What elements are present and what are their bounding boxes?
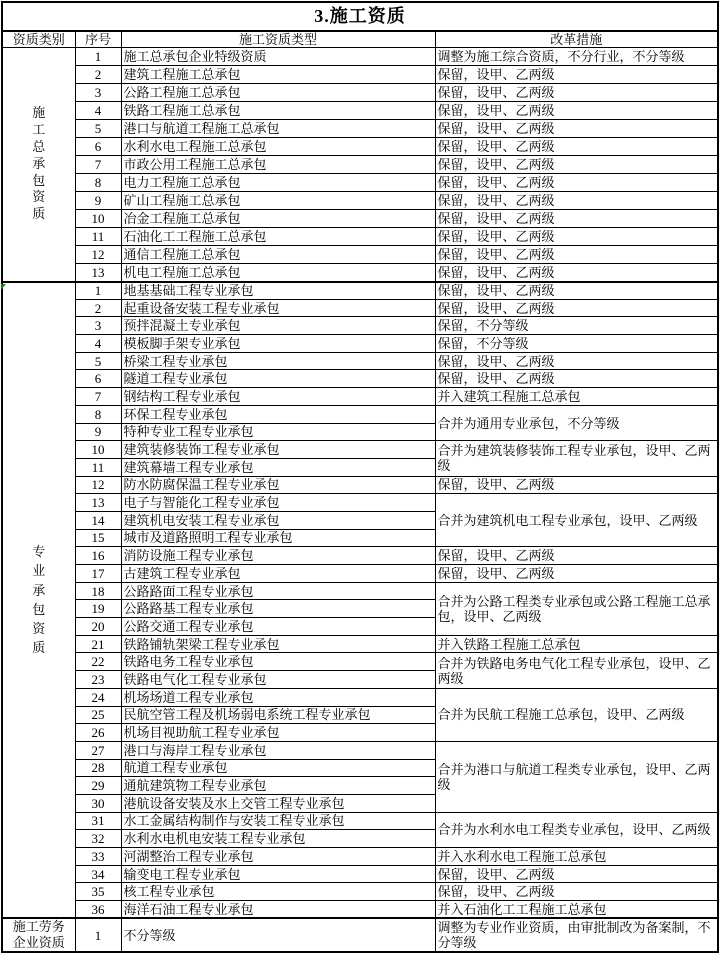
qualification-type-cell: 机场目视助航工程专业承包 — [121, 724, 435, 742]
table-row — [2, 741, 718, 759]
table-row — [2, 441, 718, 459]
category-cell — [2, 282, 75, 919]
qualification-type-cell: 公路路基工程专业承包 — [121, 600, 435, 618]
row-number-cell: 8 — [75, 405, 121, 423]
title-row — [2, 2, 718, 31]
row-number-cell: 8 — [75, 174, 121, 192]
table-row — [2, 476, 718, 494]
qualification-type-cell: 市政公用工程施工总承包 — [121, 156, 435, 174]
row-number-cell: 13 — [75, 494, 121, 512]
table-row — [2, 66, 718, 84]
qualification-type-cell: 航道工程专业承包 — [121, 759, 435, 777]
reform-measure-cell: 合并为铁路电务电气化工程专业承包，设甲、乙两级 — [435, 653, 718, 688]
row-number-cell: 7 — [75, 156, 121, 174]
qualification-type-cell: 古建筑工程专业承包 — [121, 565, 435, 583]
row-number-cell: 24 — [75, 688, 121, 706]
row-number-cell: 28 — [75, 759, 121, 777]
category-label: 专业承包资质 — [32, 544, 46, 656]
qualification-type-cell: 桥梁工程专业承包 — [121, 352, 435, 370]
qualification-type-cell: 防水防腐保温工程专业承包 — [121, 476, 435, 494]
table-row — [2, 84, 718, 102]
qualification-type-cell: 起重设备安装工程专业承包 — [121, 299, 435, 317]
category-label: 施工总承包资质 — [32, 105, 46, 222]
qualification-type-cell: 地基基础工程专业承包 — [121, 282, 435, 300]
table-row — [2, 335, 718, 353]
qualification-type-cell: 通航建筑物工程专业承包 — [121, 777, 435, 795]
qualification-type-cell: 电力工程施工总承包 — [121, 174, 435, 192]
row-number-cell: 15 — [75, 529, 121, 547]
reform-measure-cell: 并入铁路工程施工总承包 — [435, 635, 718, 653]
row-number-cell: 12 — [75, 476, 121, 494]
table-row — [2, 494, 718, 512]
reform-measure-cell: 合并为水利水电工程类专业承包，设甲、乙两级 — [435, 812, 718, 847]
table-row — [2, 264, 718, 282]
row-number-cell: 9 — [75, 423, 121, 441]
qualification-type-cell: 建筑幕墙工程专业承包 — [121, 458, 435, 476]
row-number-cell: 1 — [75, 918, 121, 952]
qualification-type-cell: 港口与航道工程施工总承包 — [121, 120, 435, 138]
row-number-cell: 32 — [75, 830, 121, 848]
qualification-table — [1, 1, 719, 953]
row-number-cell: 5 — [75, 120, 121, 138]
reform-measure-cell: 保留，设甲、乙两级 — [435, 174, 718, 192]
qualification-type-cell: 民航空管工程及机场弱电系统工程专业承包 — [121, 706, 435, 724]
qualification-type-cell: 公路路面工程专业承包 — [121, 582, 435, 600]
table-row — [2, 317, 718, 335]
row-number-cell: 11 — [75, 228, 121, 246]
row-number-cell: 19 — [75, 600, 121, 618]
qualification-type-cell: 建筑机电安装工程专业承包 — [121, 511, 435, 529]
row-number-cell: 6 — [75, 138, 121, 156]
row-number-cell: 14 — [75, 511, 121, 529]
reform-measure-cell: 保留，设甲、乙两级 — [435, 883, 718, 901]
reform-measure-cell: 保留，设甲、乙两级 — [435, 228, 718, 246]
qualification-type-cell: 通信工程施工总承包 — [121, 246, 435, 264]
qualification-type-cell: 预拌混凝土专业承包 — [121, 317, 435, 335]
table-row — [2, 883, 718, 901]
row-number-cell: 35 — [75, 883, 121, 901]
row-number-cell: 29 — [75, 777, 121, 795]
reform-measure-cell: 并入水利水电工程施工总承包 — [435, 848, 718, 866]
reform-measure-cell: 保留，设甲、乙两级 — [435, 102, 718, 120]
reform-measure-cell: 保留，设甲、乙两级 — [435, 299, 718, 317]
table-row — [2, 901, 718, 919]
qualification-type-cell: 水利水电机电安装工程专业承包 — [121, 830, 435, 848]
qualification-type-cell: 输变电工程专业承包 — [121, 865, 435, 883]
qualification-type-cell: 港航设备安装及水上交管工程专业承包 — [121, 794, 435, 812]
reform-measure-cell: 保留，设甲、乙两级 — [435, 192, 718, 210]
reform-measure-cell: 保留，设甲、乙两级 — [435, 370, 718, 388]
table-row — [2, 582, 718, 600]
qualification-type-cell: 施工总承包企业特级资质 — [121, 48, 435, 66]
row-number-cell: 2 — [75, 299, 121, 317]
qualification-type-cell: 铁路工程施工总承包 — [121, 102, 435, 120]
table-row — [2, 156, 718, 174]
reform-measure-cell: 保留，设甲、乙两级 — [435, 565, 718, 583]
reform-measure-cell: 保留，设甲、乙两级 — [435, 264, 718, 282]
reform-measure-cell: 保留，不分等级 — [435, 335, 718, 353]
reform-measure-cell: 保留，设甲、乙两级 — [435, 352, 718, 370]
qualification-type-cell: 铁路电气化工程专业承包 — [121, 671, 435, 689]
qualification-type-cell: 环保工程专业承包 — [121, 405, 435, 423]
qualification-type-cell: 石油化工工程施工总承包 — [121, 228, 435, 246]
row-number-cell: 10 — [75, 441, 121, 459]
reform-measure-cell: 调整为施工综合资质，不分行业，不分等级 — [435, 48, 718, 66]
header-row — [2, 31, 718, 48]
qualification-type-cell: 铁路电务工程专业承包 — [121, 653, 435, 671]
row-number-cell: 11 — [75, 458, 121, 476]
qualification-type-cell: 不分等级 — [121, 918, 435, 952]
row-number-cell: 4 — [75, 335, 121, 353]
row-number-cell: 18 — [75, 582, 121, 600]
qualification-type-cell: 水利水电工程施工总承包 — [121, 138, 435, 156]
row-number-cell: 6 — [75, 370, 121, 388]
qualification-type-cell: 模板脚手架专业承包 — [121, 335, 435, 353]
reform-measure-cell: 合并为民航工程施工总承包，设甲、乙两级 — [435, 688, 718, 741]
reform-measure-cell: 保留，不分等级 — [435, 317, 718, 335]
table-row — [2, 812, 718, 830]
column-header-measure: 改革措施 — [435, 31, 718, 48]
table-row — [2, 192, 718, 210]
qualification-type-cell: 消防设施工程专业承包 — [121, 547, 435, 565]
reform-measure-cell: 并入建筑工程施工总承包 — [435, 388, 718, 406]
qualification-type-cell: 铁路铺轨架梁工程专业承包 — [121, 635, 435, 653]
row-number-cell: 5 — [75, 352, 121, 370]
reform-measure-cell: 保留，设甲、乙两级 — [435, 246, 718, 264]
qualification-type-cell: 建筑装修装饰工程专业承包 — [121, 441, 435, 459]
qualification-type-cell: 冶金工程施工总承包 — [121, 210, 435, 228]
row-number-cell: 2 — [75, 66, 121, 84]
qualification-type-cell: 特种专业工程专业承包 — [121, 423, 435, 441]
row-number-cell: 10 — [75, 210, 121, 228]
row-number-cell: 13 — [75, 264, 121, 282]
qualification-type-cell: 河湖整治工程专业承包 — [121, 848, 435, 866]
row-number-cell: 16 — [75, 547, 121, 565]
reform-measure-cell: 保留，设甲、乙两级 — [435, 120, 718, 138]
qualification-type-cell: 海洋石油工程专业承包 — [121, 901, 435, 919]
column-header-type: 施工资质类型 — [121, 31, 435, 48]
table-row — [2, 138, 718, 156]
row-number-cell: 3 — [75, 84, 121, 102]
table-row — [2, 120, 718, 138]
row-number-cell: 17 — [75, 565, 121, 583]
reform-measure-cell: 调整为专业作业资质，由审批制改为备案制，不分等级 — [435, 918, 718, 952]
category-label: 施工劳务企业资质 — [12, 919, 65, 951]
reform-measure-cell: 保留，设甲、乙两级 — [435, 84, 718, 102]
row-number-cell: 7 — [75, 388, 121, 406]
row-number-cell: 36 — [75, 901, 121, 919]
row-number-cell: 9 — [75, 192, 121, 210]
reform-measure-cell: 保留，设甲、乙两级 — [435, 282, 718, 300]
reform-measure-cell: 合并为通用专业承包，不分等级 — [435, 405, 718, 440]
row-number-cell: 25 — [75, 706, 121, 724]
row-number-cell: 4 — [75, 102, 121, 120]
row-number-cell: 27 — [75, 741, 121, 759]
table-row — [2, 299, 718, 317]
table-row — [2, 565, 718, 583]
row-number-cell: 31 — [75, 812, 121, 830]
category-cell — [2, 918, 75, 952]
table-row — [2, 688, 718, 706]
category-cell — [2, 48, 75, 282]
qualification-type-cell: 城市及道路照明工程专业承包 — [121, 529, 435, 547]
table-row — [2, 635, 718, 653]
reform-measure-cell: 合并为港口与航道工程类专业承包，设甲、乙两级 — [435, 741, 718, 812]
reform-measure-cell: 并入石油化工工程施工总承包 — [435, 901, 718, 919]
table-row — [2, 388, 718, 406]
table-row — [2, 174, 718, 192]
qualification-type-cell: 机电工程施工总承包 — [121, 264, 435, 282]
qualification-type-cell: 矿山工程施工总承包 — [121, 192, 435, 210]
reform-measure-cell: 保留，设甲、乙两级 — [435, 476, 718, 494]
row-number-cell: 1 — [75, 282, 121, 300]
row-number-cell: 1 — [75, 48, 121, 66]
reform-measure-cell: 保留，设甲、乙两级 — [435, 138, 718, 156]
qualification-type-cell: 公路交通工程专业承包 — [121, 618, 435, 636]
table-row — [2, 547, 718, 565]
table-row — [2, 102, 718, 120]
qualification-type-cell: 港口与海岸工程专业承包 — [121, 741, 435, 759]
row-number-cell: 3 — [75, 317, 121, 335]
qualification-type-cell: 机场场道工程专业承包 — [121, 688, 435, 706]
table-row — [2, 210, 718, 228]
table-row — [2, 848, 718, 866]
reform-measure-cell: 保留，设甲、乙两级 — [435, 66, 718, 84]
qualification-type-cell: 水工金属结构制作与安装工程专业承包 — [121, 812, 435, 830]
table-row — [2, 405, 718, 423]
reform-measure-cell: 合并为建筑机电工程专业承包，设甲、乙两级 — [435, 494, 718, 547]
reform-measure-cell: 保留，设甲、乙两级 — [435, 865, 718, 883]
table-row — [2, 246, 718, 264]
table-row — [2, 352, 718, 370]
row-number-cell: 30 — [75, 794, 121, 812]
row-number-cell: 21 — [75, 635, 121, 653]
qualification-type-cell: 钢结构工程专业承包 — [121, 388, 435, 406]
reform-measure-cell: 合并为公路工程类专业承包或公路工程施工总承包，设甲、乙两级 — [435, 582, 718, 635]
column-header-number: 序号 — [75, 31, 121, 48]
row-number-cell: 22 — [75, 653, 121, 671]
table-row — [2, 865, 718, 883]
row-number-cell: 20 — [75, 618, 121, 636]
row-number-cell: 26 — [75, 724, 121, 742]
table-row — [2, 228, 718, 246]
reform-measure-cell: 合并为建筑装修装饰工程专业承包，设甲、乙两级 — [435, 441, 718, 476]
page-title: 3.施工资质 — [2, 2, 718, 31]
row-number-cell: 33 — [75, 848, 121, 866]
table-row — [2, 918, 718, 952]
row-number-cell: 34 — [75, 865, 121, 883]
reform-measure-cell: 保留，设甲、乙两级 — [435, 156, 718, 174]
table-row — [2, 48, 718, 66]
row-number-cell: 12 — [75, 246, 121, 264]
qualification-type-cell: 建筑工程施工总承包 — [121, 66, 435, 84]
row-number-cell: 23 — [75, 671, 121, 689]
qualification-type-cell: 隧道工程专业承包 — [121, 370, 435, 388]
table-row — [2, 653, 718, 671]
qualification-type-cell: 核工程专业承包 — [121, 883, 435, 901]
qualification-type-cell: 公路工程施工总承包 — [121, 84, 435, 102]
reform-measure-cell: 保留，设甲、乙两级 — [435, 547, 718, 565]
reform-measure-cell: 保留，设甲、乙两级 — [435, 210, 718, 228]
qualification-type-cell: 电子与智能化工程专业承包 — [121, 494, 435, 512]
table-row — [2, 282, 718, 300]
column-header-category: 资质类别 — [2, 31, 75, 48]
table-row — [2, 370, 718, 388]
